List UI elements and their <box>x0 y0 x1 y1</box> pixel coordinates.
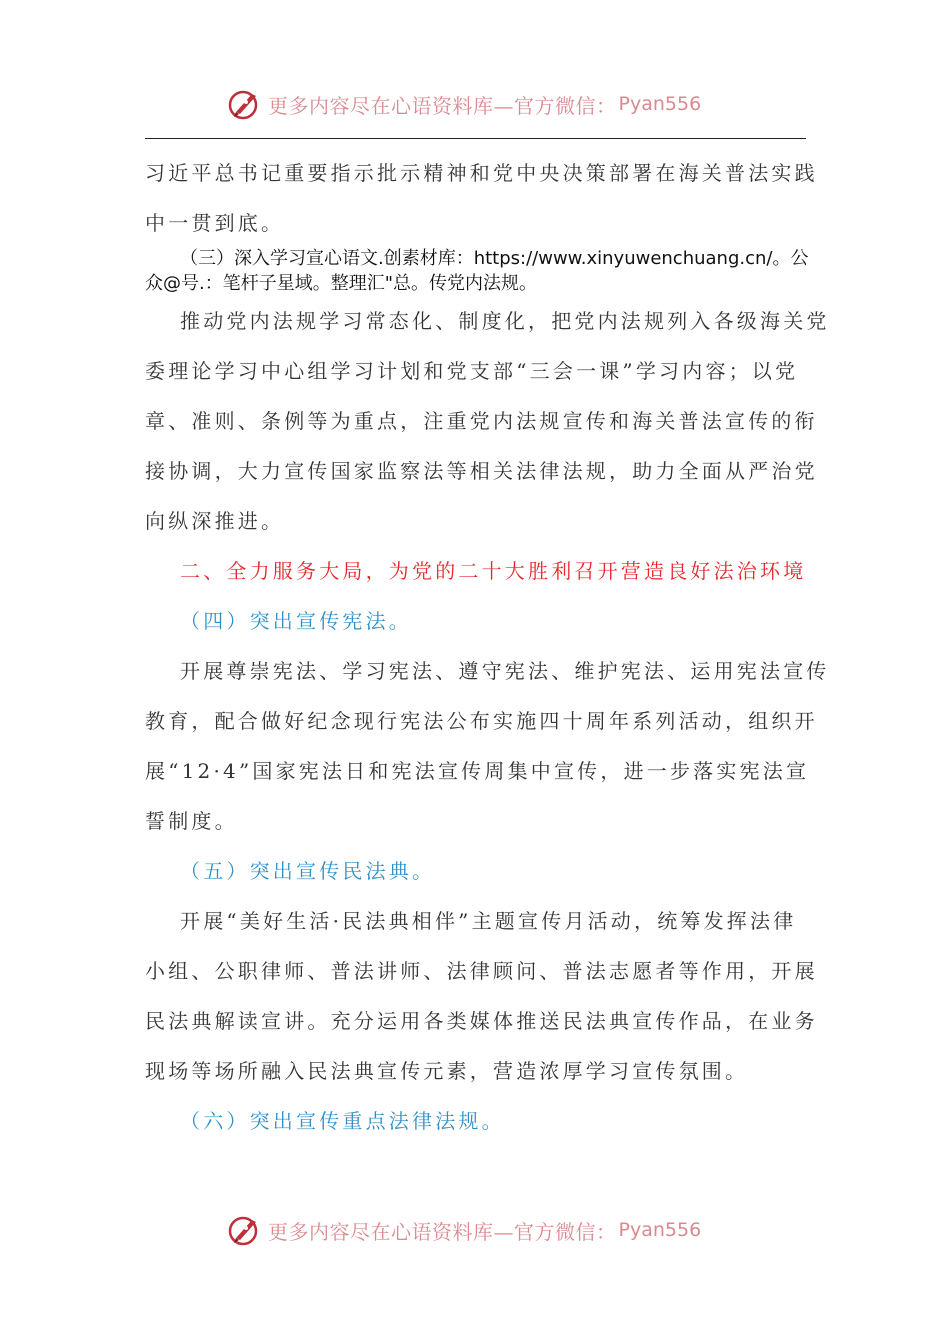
subheading-three: （三）深入学习宣心语文.创素材库：https://www.xinyuwenchuang.cn/。公 <box>180 248 809 269</box>
paragraph-line: 开展“美好生活·民法典相伴”主题宣传月活动，统筹发挥法律 <box>180 909 797 933</box>
paragraph-line: 展“12·4”国家宪法日和宪法宣传周集中宣传，进一步落实宪法宣 <box>145 759 810 783</box>
subheading-four: （四）突出宣传宪法。 <box>180 609 412 633</box>
pen-logo-icon <box>226 1212 262 1248</box>
header-banner-text: 更多内容尽在心语资料库—官方微信： <box>268 93 617 118</box>
header-banner <box>0 82 950 126</box>
header-banner-id: Pyan556 <box>618 93 702 115</box>
paragraph-line: 推动党内法规学习常态化、制度化，把党内法规列入各级海关党 <box>180 309 830 333</box>
paragraph-line: 民法典解读宣讲。充分运用各类媒体推送民法典宣传作品，在业务 <box>145 1009 818 1033</box>
pen-logo-icon <box>226 86 262 122</box>
paragraph-line: 接协调，大力宣传国家监察法等相关法律法规，助力全面从严治党 <box>145 459 818 483</box>
paragraph-line: 习近平总书记重要指示批示精神和党中央决策部署在海关普法实践 <box>145 161 818 185</box>
document-body <box>145 148 830 1146</box>
subheading-three-cont: 众@号.：笔杆子星域。整理汇"总。传党内法规。 <box>145 273 537 294</box>
paragraph-line: 委理论学习中心组学习计划和党支部“三会一课”学习内容；以党 <box>145 359 799 383</box>
header-divider <box>145 138 806 139</box>
paragraph-line: 誓制度。 <box>145 809 238 833</box>
subheading-six: （六）突出宣传重点法律法规。 <box>180 1109 505 1133</box>
paragraph-line: 中一贯到底。 <box>145 211 285 235</box>
paragraph-line: 小组、公职律师、普法讲师、法律顾问、普法志愿者等作用，开展 <box>145 959 818 983</box>
subheading-five: （五）突出宣传民法典。 <box>180 859 436 883</box>
paragraph-line: 教育，配合做好纪念现行宪法公布实施四十周年系列活动，组织开 <box>145 709 818 733</box>
footer-banner-id: Pyan556 <box>618 1219 702 1241</box>
paragraph-line: 开展尊崇宪法、学习宪法、遵守宪法、维护宪法、运用宪法宣传 <box>180 659 830 683</box>
paragraph-line: 现场等场所融入民法典宣传元素，营造浓厚学习宣传氛围。 <box>145 1059 749 1083</box>
paragraph-line: 章、准则、条例等为重点，注重党内法规宣传和海关普法宣传的衔 <box>145 409 818 433</box>
footer-banner-text: 更多内容尽在心语资料库—官方微信： <box>268 1219 617 1244</box>
footer-banner <box>0 1208 950 1252</box>
section-heading-two: 二、全力服务大局，为党的二十大胜利召开营造良好法治环境 <box>180 559 807 583</box>
paragraph-line: 向纵深推进。 <box>145 509 285 533</box>
